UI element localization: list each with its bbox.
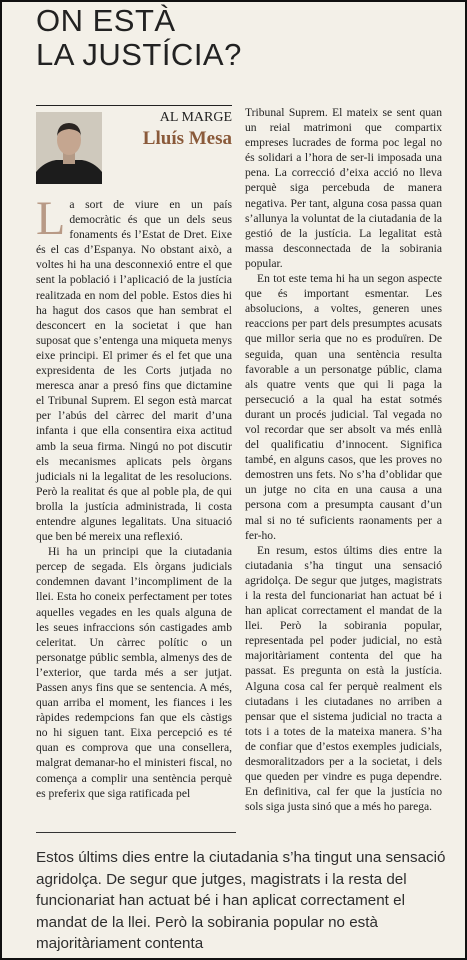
article-column-1 (36, 192, 232, 801)
author-name: Lluís Mesa (142, 128, 232, 149)
paragraph: Hi ha un principi que la ciutadania percep de segada. Els òrgans judicials condemnen davant l’incompliment de la llei. Esta ho coneix perfectament per totes aquelles vegades en les quals alguna de les seues infraccions són castigades amb celeritat. Un càrrec polític o un personatge públic sembla, almenys des de l’exterior, que tarda més a ser jutjat. Passen anys fins que se sentencia. A més, quan arriba el moment, les fiances i les ràpides redempcions fan que els càstigs no hi siguen tant. Eixa percepció es té quan es comprova que una consellera, malgrat demanar-ho el ministeri fiscal, no comença a complir una sentència perquè es preferix que siga ratificada pel (36, 545, 232, 800)
article-column-2 (245, 105, 442, 814)
paragraph: En resum, estos últims dies entre la ciutadania s’ha tingut una sensació agridolça. De segur que jutges, magistrats i la resta del funcionariat han actuat bé i han aplicat correctament el mandat de la llei. Però la sobirania popular, representada pel poder judicial, no està majoritàriament contenta del que ha passat. Es pregunta on està la justícia. Alguna cosa cal fer perquè realment els ciutadans i les ciutadanes no arriben a pensar que el sistema judicial no tracta a tots i a totes de la mateixa manera. S’ha de confiar que d’estos exemples judicials, desmoralitzadors per a la societat, i dels que queden per vindre es puga dependre. En definitiva, cal fer que la justícia no sols siga justa sinó que a més ho parega. (245, 543, 442, 814)
author-photo (36, 112, 102, 184)
byline (36, 106, 232, 186)
pullquote-rule (36, 832, 236, 833)
paragraph: En tot este tema hi ha un segon aspecte que és important esmentar. Les absolucions, a voltes, generen unes reaccions per part dels presumptes acusats que millor seria que no es produïren. De seguida, quan una sentència resulta favorable a un personatge públic, clama als quatre vents que qui li paga la persecució a la qual ha estat sotmés durant un procés judicial. Tal vegada no vol recordar que ser absolt va més enllà del qualificatiu d’innocent. Significa també, en alguns casos, que les proves no demostren uns fets. No s’ha d’oblidar que un jutge no cita en una causa a una persona com a presumpta causant d’un mal si no té suficients raonaments per a fer-ho. (245, 272, 442, 542)
paragraph (36, 192, 232, 544)
pullquote: Estos últims dies entre la ciutadania s’ha tingut una sensació agridolça. De segur que jutges, magistrats i la resta del funcionariat han actuat bé i han aplicat correctament el mandat de la llei. Però la sobirania popular no està majoritàriament contenta (36, 849, 446, 952)
bleed-through-text (307, 8, 467, 88)
headline-line-1: ON ESTÀ (36, 3, 176, 38)
section-label: AL MARGE (159, 110, 232, 125)
drop-cap: L (36, 192, 66, 245)
headline (36, 4, 296, 72)
headline-line-2: LA JUSTÍCIA? (36, 37, 242, 72)
paragraph: Tribunal Suprem. El mateix se sent quan un reial matrimoni que compartix empreses lucrades de forma poc legal no és solidari a l’hora de ser-li imposada una pena. La correcció d’eixa acció no lleva perquè siga percebuda de manera negativa. Per tant, alguna cosa passa quan s’allunya la voluntat de la ciutadania de la gestió de la justícia. La legalitat està massa desconnectada de la sobirania popular. (245, 106, 442, 270)
author-portrait-icon (36, 112, 102, 184)
paragraph-text: a sort de viure en un país democràtic és que un dels seus fonaments és l’Estat de Dret. Eixe és el cas d’Espanya. No obstant això, a voltes hi ha una desconnexió entre el que sent la població i l’aplicació de la justícia realitzada en nom del poble. Estos dies hi ha hagut dos casos que han sembrat el desconcert en la societat i que han suposat que s’entenga una miqueta menys eixe principi. El primer és el fet que una expresidenta de les Corts jutjada no meresca anar a presó fins que dictamine el Tribunal Suprem. El segon està marcat per l’abús del càrrec del marit d’una infanta i que ella consentira eixa actitud amb la seua firma. Ningú no pot discutir els mecanismes aplicats pels òrgans judicials ni la legalitat de les resolucions. Però la realitat és que al poble pla, de qui brolla la justícia administrada, li costa entendre algunes legalitats. Una situació que ben bé mereix una reflexió. (36, 198, 232, 544)
